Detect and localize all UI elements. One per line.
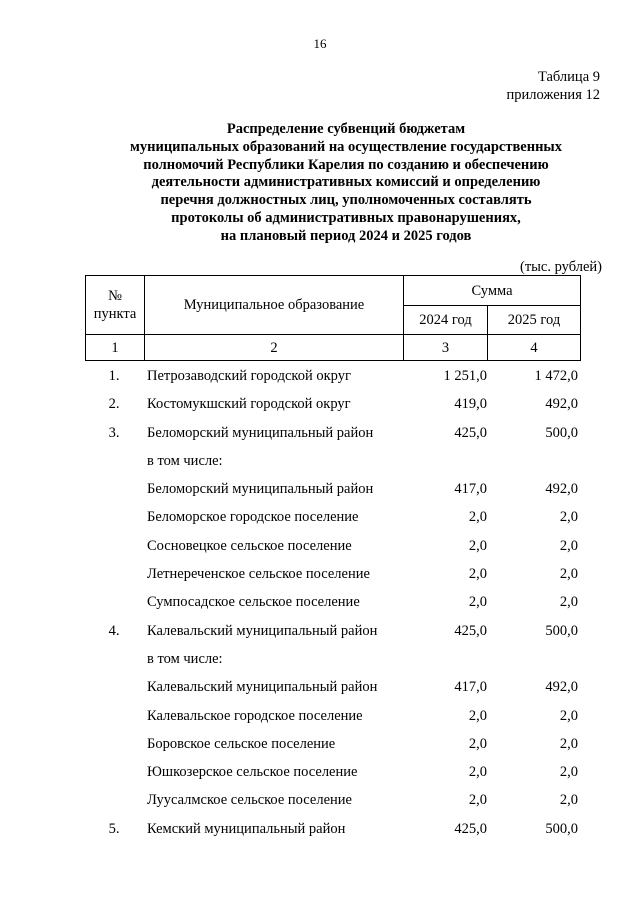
row-name: Летнереченское сельское поселение (147, 566, 370, 583)
row-value-2024: 1 251,0 (443, 368, 487, 384)
row-value-2024: 2,0 (468, 566, 487, 583)
row-name: Боровское сельское поселение (147, 735, 336, 752)
row-value-2024: 2,0 (468, 735, 487, 752)
title-line: Распределение субвенций бюджетам (226, 121, 466, 137)
row-name: Петрозаводский городской округ (147, 368, 351, 384)
title-line: на плановый период 2024 и 2025 годов (220, 227, 472, 244)
row-value-2025: 500,0 (545, 820, 578, 837)
row-name: Калевальский муниципальный район (147, 679, 378, 696)
row-value-2024: 2,0 (468, 594, 487, 611)
title-line: муниципальных образований на осуществление государственных (129, 138, 563, 155)
row-number: 3. (108, 424, 120, 441)
row-value-2024: 417,0 (454, 481, 487, 498)
row-value-2024: 2,0 (468, 537, 487, 554)
table-row (85, 821, 580, 849)
row-value-2024: 2,0 (468, 764, 487, 781)
row-value-2025: 1 472,0 (534, 368, 578, 384)
row-value-2025: 500,0 (545, 424, 578, 441)
row-value-2024: 425,0 (454, 424, 487, 441)
column-index-3: 3 (404, 335, 488, 361)
title-line: перечня должностных лиц, уполномоченных составлять (160, 192, 532, 209)
row-name: Беломорское городское поселение (147, 509, 359, 526)
table-row (85, 651, 580, 679)
row-value-2025: 2,0 (559, 792, 578, 809)
title-line: деятельности административных комиссий и определению (151, 174, 541, 191)
row-value-2025: 2,0 (559, 594, 578, 611)
row-value-2024: 425,0 (454, 820, 487, 837)
row-value-2025: 2,0 (559, 707, 578, 724)
row-name: Беломорский муниципальный район (147, 481, 374, 498)
title-line: протоколы об административных правонарушениях, (171, 209, 521, 226)
table-header (85, 275, 581, 361)
row-value-2025: 2,0 (559, 735, 578, 752)
row-number: 5. (108, 820, 120, 837)
header-num (86, 276, 145, 335)
row-value-2025: 2,0 (559, 537, 578, 554)
row-value-2025: 2,0 (559, 509, 578, 526)
document-title (86, 121, 606, 246)
header-sum: Сумма (404, 276, 581, 306)
row-value-2025: 492,0 (545, 679, 578, 696)
table-body (85, 368, 580, 849)
table-row (85, 481, 580, 509)
row-value-2025: 2,0 (559, 764, 578, 781)
column-index-4: 4 (488, 335, 581, 361)
table-row (85, 764, 580, 792)
header-year-2024: 2024 год (404, 306, 488, 335)
header-num-line1: № (108, 288, 122, 304)
row-value-2024: 2,0 (468, 509, 487, 526)
row-value-2024: 425,0 (454, 622, 487, 639)
row-name: Луусалмское сельское поселение (147, 792, 352, 809)
row-value-2025: 2,0 (559, 566, 578, 583)
row-name: Сосновецкое сельское поселение (147, 537, 352, 554)
row-name: Калевальский муниципальный район (147, 622, 378, 639)
table-row (85, 792, 580, 820)
table-row (85, 538, 580, 566)
row-name: Юшкозерское сельское поселение (147, 764, 358, 781)
table-caption-line1: Таблица 9 (537, 69, 600, 85)
header-num-line2: пункта (93, 306, 137, 322)
row-value-2025: 500,0 (545, 622, 578, 639)
table-row (85, 566, 580, 594)
table-row (85, 425, 580, 453)
table-row (85, 396, 580, 424)
column-index-1: 1 (86, 335, 145, 361)
table-row (85, 679, 580, 707)
row-number: 2. (108, 396, 120, 413)
table-row (85, 623, 580, 651)
row-value-2024: 2,0 (468, 792, 487, 809)
row-number: 1. (108, 368, 120, 384)
table-caption (507, 68, 600, 104)
table-row (85, 736, 580, 764)
row-name: Сумпосадское сельское поселение (147, 594, 360, 611)
row-value-2025: 492,0 (545, 396, 578, 413)
row-name: в том числе: (147, 650, 223, 667)
page-number: 16 (313, 36, 327, 51)
row-name: Беломорский муниципальный район (147, 424, 374, 441)
table-row (85, 594, 580, 622)
row-value-2024: 417,0 (454, 679, 487, 696)
table-row (85, 708, 580, 736)
table-row (85, 509, 580, 537)
table-caption-line2: приложения 12 (506, 87, 600, 103)
row-name: Кемский муниципальный район (147, 820, 346, 837)
column-index-2: 2 (145, 335, 404, 361)
row-name: Калевальское городское поселение (147, 707, 363, 724)
row-value-2024: 2,0 (468, 707, 487, 724)
table-row (85, 368, 580, 396)
row-name: в том числе: (147, 452, 223, 469)
row-number: 4. (108, 622, 120, 639)
header-name: Муниципальное образование (145, 276, 404, 335)
table-row (85, 453, 580, 481)
row-value-2024: 419,0 (454, 396, 487, 413)
header-year-2025: 2025 год (488, 306, 581, 335)
row-value-2025: 492,0 (545, 481, 578, 498)
row-name: Костомукшский городской округ (147, 396, 351, 413)
title-line: полномочий Республики Карелия по созданию и обеспечению (143, 156, 549, 173)
units-label: (тыс. рублей) (520, 259, 602, 275)
